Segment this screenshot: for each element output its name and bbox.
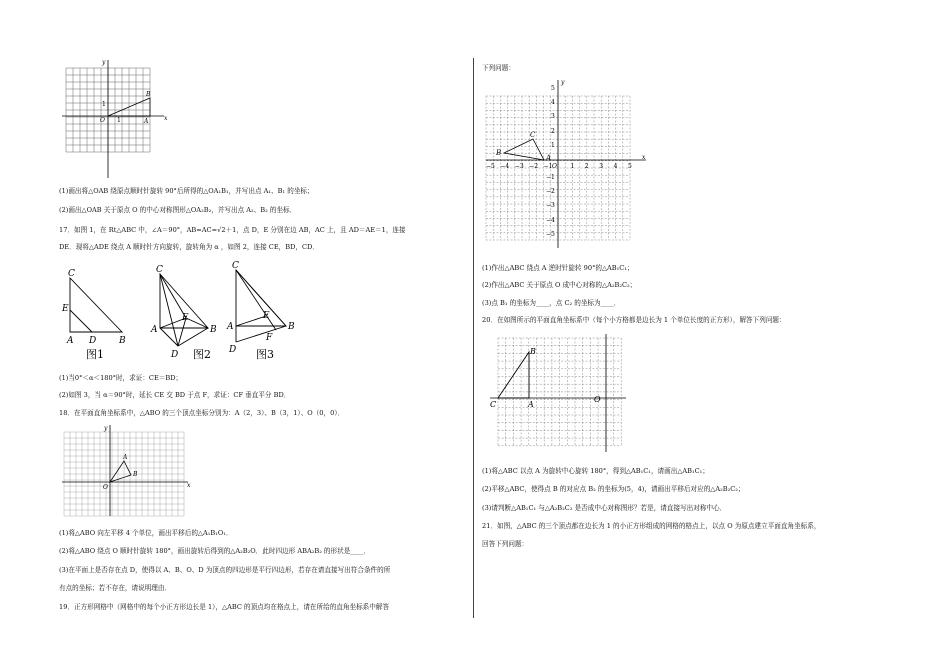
figure-q20-grid	[486, 330, 630, 456]
q18-intro: 18．在平面直角坐标系中，△ABO 的三个顶点坐标分别为：A（2，3）、B（3，1）、O（0，0）．	[59, 409, 345, 417]
fig1-label-a: A	[67, 336, 74, 346]
fig3-label-c: C	[232, 261, 239, 271]
label-b: B	[133, 471, 138, 478]
y-tick-label: −1	[546, 174, 555, 181]
x-tick-label: −2	[529, 163, 539, 170]
q19-part2: (2)作出△ABC 关于原点 O 成中心对称的△A₂B₂C₂；	[482, 281, 637, 289]
fig1-label-c: C	[68, 269, 75, 279]
x-tick-label: −3	[514, 163, 524, 170]
x-tick-label: 1	[570, 163, 575, 170]
q20-intro: 20．在如图所示的平面直角坐标系中（每个小方格都是边长为 1 个单位长度的正方形），解答下列问题：	[482, 316, 786, 324]
x-tick-label: −1	[543, 163, 553, 170]
q19-part1: (1)作出△ABC 绕点 A 逆时针旋转 90°的△AB₁C₁；	[482, 264, 634, 272]
q21-line1: 21．如图，△ABC 的三个顶点都在边长为 1 的小正方形组成的网格的格点上，以点 O 为原点建立平面直角坐标系，	[482, 522, 821, 530]
label-o: O	[103, 484, 108, 491]
q20-part2: (2)平移△ABC，使得点 B 的对应点 B₂ 的坐标为(5，4)，请画出平移后对应的△A₂B₂C₂；	[482, 485, 745, 493]
x-tick-label: −4	[500, 163, 510, 170]
y-tick-label: 3	[551, 113, 555, 120]
figure-q16-grid	[60, 56, 172, 182]
y-tick-label: −2	[546, 188, 555, 195]
label-o: O	[594, 395, 601, 404]
q19-continued: 下列问题：	[482, 64, 515, 72]
x-tick-label: 5	[628, 163, 632, 170]
q18-part3b: 有点的坐标；若不存在，请说明理由．	[59, 584, 172, 592]
figure-q18-grid	[60, 422, 192, 520]
q19-intro: 19．正方形网格中（网格中的每个小正方形边长是 1），△ABC 的顶点均在格点上，请在所给的直角坐标系中解答	[59, 603, 390, 611]
figure-q19-grid	[482, 76, 652, 256]
fig1-label-e: E	[62, 304, 69, 314]
y-tick-label: 2	[551, 128, 555, 135]
column-divider	[473, 58, 474, 618]
fig2-label-c: C	[156, 265, 163, 275]
x-tick-label: 3	[599, 163, 604, 170]
q20-part3: (3)请判断△AB₁C₁ 与△A₂B₂C₂ 是否成中心对称图形？若是，请直接写出对称中心．	[482, 504, 727, 512]
fig2-label-e: E	[182, 313, 189, 323]
x-tick-label: 2	[584, 163, 589, 170]
triangle-abo	[110, 461, 131, 482]
fig3-label-f: F	[266, 333, 273, 343]
q17-part1: (1)当0°＜α＜180°时，求证：CE＝BD；	[59, 374, 183, 382]
label-a: A	[528, 400, 534, 409]
q17-line1: 17．如图 1，在 Rt△ABC 中，∠A＝90°，AB=AC=√2＋1，点 D，E 分别在边 AB，AC 上，且 AD＝AE＝1，连接	[59, 226, 406, 234]
fig2-label-a: A	[151, 325, 158, 335]
q21-line2: 回答下列问题：	[482, 540, 529, 548]
label-b: B	[530, 347, 536, 356]
figure-1	[70, 278, 122, 332]
q18-part3a: (3)在平面上是否存在点 D，使得以 A、B、O、D 为顶点的四边形是平行四边形，若存在请直接写出符合条件的所	[59, 566, 391, 574]
x-tick-labels	[486, 163, 632, 170]
label-b: B	[496, 149, 502, 157]
label-y: y	[104, 425, 108, 432]
q17-part2: (2)如图 3，当 α＝90°时，延长 CE 交 BD 于点 F，求证：CF 垂直平分 BD．	[59, 391, 291, 399]
y-tick-label: −3	[546, 202, 555, 209]
fig3-label-d: D	[229, 345, 237, 355]
figure-2	[160, 274, 208, 346]
label-o: O	[100, 117, 105, 124]
fig1-label-b: B	[119, 336, 126, 346]
x-tick-label: −5	[486, 163, 495, 170]
fig3-label-b: B	[288, 322, 295, 332]
y-tick-label: −5	[546, 231, 555, 238]
y-tick-label: 1	[551, 142, 555, 149]
fig1-caption: 图1	[86, 348, 104, 361]
label-a: A	[546, 154, 552, 162]
q17-line2: DE．现将△ADE 绕点 A 顺时针方向旋转，旋转角为 α ，如图 2，连接 CE，BD，CD．	[59, 243, 319, 251]
fig2-label-b: B	[210, 325, 217, 335]
y-tick-label: 5	[551, 85, 555, 92]
q16-part1: (1)画出将△OAB 绕原点顺时针旋转 90°后所得的△OA₁B₁，并写出点 A₁、B₁ 的坐标；	[59, 187, 314, 195]
q19-part3: (3)点 B₁ 的坐标为____，点 C₂ 的坐标为____．	[482, 299, 621, 307]
figure-q17-triangles	[60, 258, 310, 366]
figure-3	[236, 270, 286, 342]
label-one-y: 1	[102, 101, 106, 108]
label-b: B	[146, 91, 151, 98]
q18-part1: (1)将△ABO 向左平移 4 个单位，画出平移后的△A₁B₁O₁．	[59, 529, 233, 537]
label-one-x: 1	[117, 117, 121, 124]
fig1-label-d: D	[89, 336, 97, 346]
grid-lines	[498, 338, 621, 446]
q18-part2: (2)将△ABO 绕点 O 顺时针旋转 180°，画出旋转后得到的△A₂B₂O．此时四边形 ABA₂B₂ 的形状是____．	[59, 547, 371, 555]
q16-part2: (2)画出△OAB 关于原点 O 的中心对称图形△OA₂B₂，并写出点 A₂、B₂ 的坐标．	[59, 206, 297, 214]
label-x: x	[164, 115, 168, 122]
label-y: y	[561, 79, 565, 86]
label-c: C	[490, 400, 497, 409]
fig3-label-a: A	[227, 322, 234, 332]
fig3-label-e: E	[263, 311, 270, 321]
y-tick-label: 4	[551, 99, 555, 106]
label-y: y	[102, 59, 106, 66]
y-tick-label: −4	[546, 217, 555, 224]
grid-lines	[64, 432, 184, 516]
label-c: C	[530, 131, 536, 139]
fig2-label-d: D	[171, 350, 179, 360]
q20-part1: (1)将△ABC 以点 A 为旋转中心旋转 180°，得到△AB₁C₁，请画出△AB₁C₁；	[482, 467, 709, 475]
label-a: A	[123, 454, 128, 461]
x-tick-label: 4	[613, 163, 618, 170]
triangle-abc	[504, 139, 544, 160]
fig2-caption: 图2	[193, 348, 211, 361]
fig3-caption: 图3	[256, 348, 274, 361]
label-a: A	[144, 118, 149, 125]
label-x: x	[187, 482, 191, 489]
label-x: x	[642, 154, 646, 161]
label-o: O	[552, 163, 557, 170]
